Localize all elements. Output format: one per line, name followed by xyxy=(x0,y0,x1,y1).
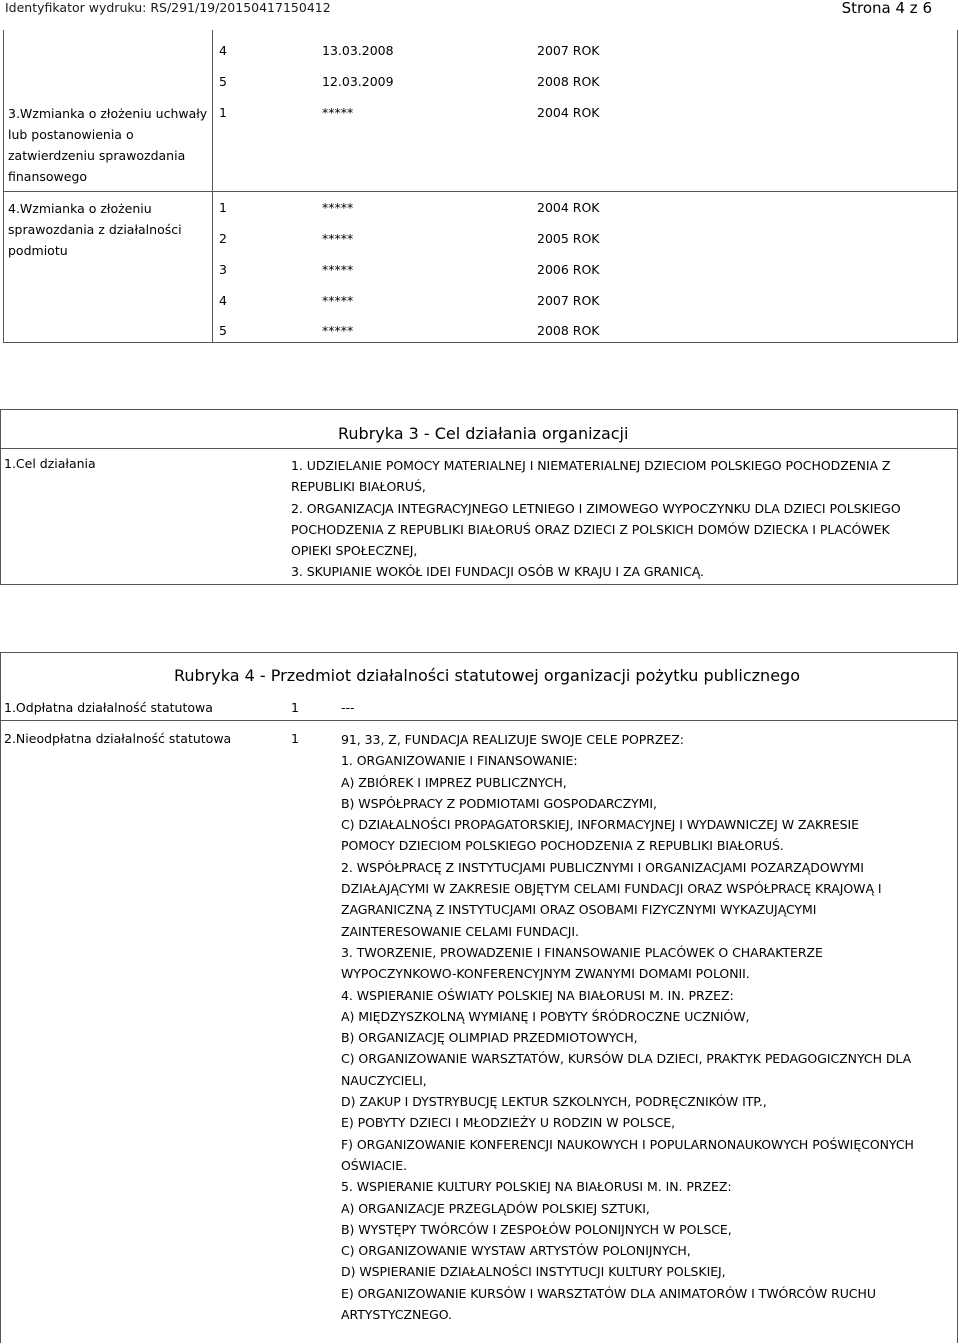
text-line: A) MIĘDZYSZKOLNĄ WYMIANĘ I POBYTY ŚRÓDROCZNE UCZNIÓW, xyxy=(341,1008,750,1024)
print-identifier: Identyfikator wydruku: RS/291/19/20150417150412 xyxy=(5,0,331,15)
row-year: 2006 ROK xyxy=(537,262,600,277)
row-date: ***** xyxy=(322,105,354,120)
row-number: 5 xyxy=(219,323,227,338)
row-number: 5 xyxy=(219,74,227,89)
field-value xyxy=(291,455,901,583)
row-year: 2004 ROK xyxy=(537,105,600,120)
row-divider xyxy=(0,720,958,721)
text-line: B) WSPÓŁPRACY Z PODMIOTAMI GOSPODARCZYMI, xyxy=(341,795,657,811)
row-date: ***** xyxy=(322,293,354,308)
text-line: F) ORGANIZOWANIE KONFERENCJI NAUKOWYCH I POPULARNONAUKOWYCH POŚWIĘCONYCH xyxy=(341,1136,914,1152)
page-number: Strona 4 z 6 xyxy=(841,0,932,17)
text-line: E) POBYTY DZIECI I MŁODZIEŻY U RODZIN W POLSCE, xyxy=(341,1115,676,1131)
label-line: finansowego xyxy=(8,169,88,184)
field-label: 1.Odpłatna działalność statutowa xyxy=(4,700,213,715)
text-line: DZIAŁAJĄCYMI W ZAKRESIE OBJĘTYM CELAMI FUNDACJI ORAZ WSPÓŁPRACĘ KRAJOWĄ I xyxy=(341,881,882,897)
text-line: 3. SKUPIANIE WOKÓŁ IDEI FUNDACJI OSÓB W KRAJU I ZA GRANICĄ. xyxy=(291,564,704,580)
field-label: 2.Nieodpłatna działalność statutowa xyxy=(4,731,232,746)
text-line: NAUCZYCIELI, xyxy=(341,1072,427,1088)
text-line: ZAGRANICZNĄ Z INSTYTUCJAMI ORAZ OSOBAMI FIZYCZNYMI WYKAZUJĄCYMI xyxy=(341,902,817,918)
row-divider xyxy=(3,191,958,192)
section-title: Rubryka 4 - Przedmiot działalności statutowej organizacji pożytku publicznego xyxy=(174,666,800,685)
row-date: ***** xyxy=(322,262,354,277)
row-year: 2007 ROK xyxy=(537,293,600,308)
text-line: E) ORGANIZOWANIE KURSÓW I WARSZTATÓW DLA ANIMATORÓW I TWÓRCÓW RUCHU xyxy=(341,1285,876,1301)
label-line: zatwierdzeniu sprawozdania xyxy=(8,148,186,163)
row-number: 4 xyxy=(219,293,227,308)
row-number: 2 xyxy=(219,231,227,246)
row-date: 13.03.2008 xyxy=(322,43,394,58)
text-line: D) ZAKUP I DYSTRYBUCJĘ LEKTUR SZKOLNYCH, PODRĘCZNIKÓW ITP., xyxy=(341,1094,767,1110)
row-number: 4 xyxy=(219,43,227,58)
text-line: 2. ORGANIZACJA INTEGRACYJNEGO LETNIEGO I ZIMOWEGO WYPOCZYNKU DLA DZIECI POLSKIEGO xyxy=(291,500,901,516)
column-divider xyxy=(212,30,213,343)
text-line: 2. WSPÓŁPRACĘ Z INSTYTUCJAMI PUBLICZNYMI I ORGANIZACJAMI POZARZĄDOWYMI xyxy=(341,859,864,875)
row-date: ***** xyxy=(322,231,354,246)
row-year: 2007 ROK xyxy=(537,43,600,58)
field-number: 1 xyxy=(291,731,299,746)
field-value: --- xyxy=(341,700,355,715)
row-year: 2008 ROK xyxy=(537,323,600,338)
row-date: ***** xyxy=(322,200,354,215)
row-year: 2004 ROK xyxy=(537,200,600,215)
text-line: 5. WSPIERANIE KULTURY POLSKIEJ NA BIAŁORUSI M. IN. PRZEZ: xyxy=(341,1179,732,1195)
label-line: podmiotu xyxy=(8,243,68,258)
text-line: OŚWIACIE. xyxy=(341,1157,407,1173)
row-year: 2005 ROK xyxy=(537,231,600,246)
field-value xyxy=(341,729,914,1325)
text-line: 4. WSPIERANIE OŚWIATY POLSKIEJ NA BIAŁORUSI M. IN. PRZEZ: xyxy=(341,987,734,1003)
field-label: 1.Cel działania xyxy=(4,456,96,471)
text-line: ARTYSTYCZNEGO. xyxy=(341,1307,452,1323)
section-title: Rubryka 3 - Cel działania organizacji xyxy=(338,424,629,443)
text-line: A) ZBIÓREK I IMPREZ PUBLICZNYCH, xyxy=(341,774,567,790)
text-line: C) ORGANIZOWANIE WYSTAW ARTYSTÓW POLONIJNYCH, xyxy=(341,1243,691,1259)
text-line: B) ORGANIZACJĘ OLIMPIAD PRZEDMIOTOWYCH, xyxy=(341,1030,638,1046)
text-line: 1. UDZIELANIE POMOCY MATERIALNEJ I NIEMATERIALNEJ DZIECIOM POLSKIEGO POCHODZENIA Z xyxy=(291,458,891,473)
row-number: 3 xyxy=(219,262,227,277)
text-line: C) ORGANIZOWANIE WARSZTATÓW, KURSÓW DLA DZIECI, PRAKTYK PEDAGOGICZNYCH DLA xyxy=(341,1051,912,1067)
text-line: 91, 33, Z, FUNDACJA REALIZUJE SWOJE CELE POPRZEZ: xyxy=(341,732,684,747)
text-line: 3. TWORZENIE, PROWADZENIE I FINANSOWANIE PLACÓWEK O CHARAKTERZE xyxy=(341,944,823,960)
text-line: D) WSPIERANIE DZIAŁALNOŚCI INSTYTUCJI KULTURY POLSKIEJ, xyxy=(341,1264,726,1280)
text-line: POMOCY DZIECIOM POLSKIEGO POCHODZENIA Z REPUBLIKI BIAŁORUŚ. xyxy=(341,838,784,854)
title-divider xyxy=(0,448,958,449)
row-year: 2008 ROK xyxy=(537,74,600,89)
text-line: 1. ORGANIZOWANIE I FINANSOWANIE: xyxy=(341,753,578,769)
label-line: lub postanowienia o xyxy=(8,127,134,142)
label-line: sprawozdania z działalności xyxy=(8,222,182,237)
row-number: 1 xyxy=(219,105,227,120)
field-number: 1 xyxy=(291,700,299,715)
label-line: 4.Wzmianka o złożeniu xyxy=(8,201,152,216)
section4-label xyxy=(8,198,182,261)
text-line: C) DZIAŁALNOŚCI PROPAGATORSKIEJ, INFORMACYJNEJ I WYDAWNICZEJ W ZAKRESIE xyxy=(341,817,859,833)
text-line: REPUBLIKI BIAŁORUŚ, xyxy=(291,479,426,495)
row-number: 1 xyxy=(219,200,227,215)
text-line: ZAINTERESOWANIE CELAMI FUNDACJI. xyxy=(341,923,579,939)
text-line: WYPOCZYNKOWO-KONFERENCYJNYM ZWANYMI DOMAMI POLONII. xyxy=(341,966,750,982)
row-date: ***** xyxy=(322,323,354,338)
label-line: 3.Wzmianka o złożeniu uchwały xyxy=(8,106,208,121)
section3-label xyxy=(8,103,207,187)
text-line: POCHODZENIA Z REPUBLIKI BIAŁORUŚ ORAZ DZIECI Z POLSKICH DOMÓW DZIECKA I PLACÓWEK xyxy=(291,521,890,537)
text-line: OPIEKI SPOŁECZNEJ, xyxy=(291,543,418,559)
text-line: B) WYSTĘPY TWÓRCÓW I ZESPOŁÓW POLONIJNYCH W POLSCE, xyxy=(341,1221,732,1237)
text-line: A) ORGANIZACJE PRZEGLĄDÓW POLSKIEJ SZTUKI, xyxy=(341,1200,650,1216)
row-date: 12.03.2009 xyxy=(322,74,394,89)
